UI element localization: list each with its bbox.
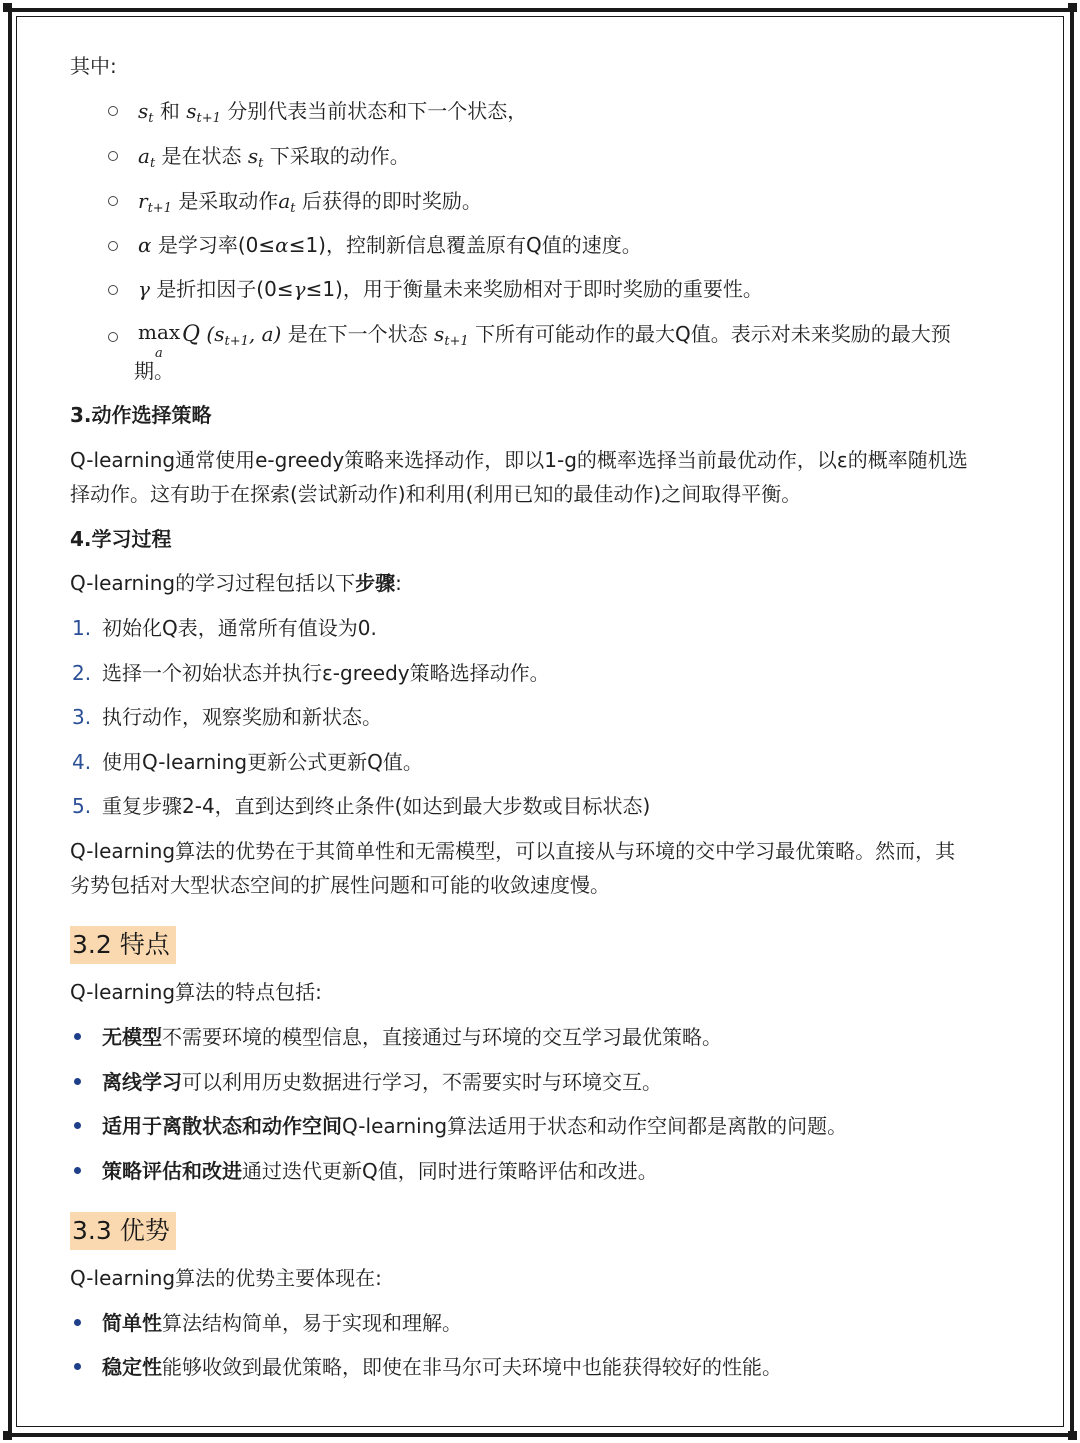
var-def-state: $s_t$ 和 $s_{t+1}$ 分别代表当前状态和下一个状态， [138,99,528,126]
max-operator: max a [138,320,181,361]
feature-item: 离线学习可以利用历史数据进行学习，不需要实时与环境交互。 [102,1070,662,1094]
advantage-item: 简单性算法结构简单，易于实现和理解。 [102,1311,462,1335]
step-text: 执行动作，观察奖励和新状态。 [102,705,382,729]
bullet-dot-icon [74,1167,81,1174]
bullet-dot-icon [74,1078,81,1085]
step-text: 使用Q-learning更新公式更新Q值。 [102,750,423,774]
feature-item: 无模型不需要环境的模型信息，直接通过与环境的交互学习最优策略。 [102,1025,722,1049]
section-3-heading: 3.动作选择策略 [70,403,212,427]
var-def-reward: $r_{t+1}$ 是采取动作$a_t$ 后获得的即时奖励。 [138,189,482,216]
feature-item: 策略评估和改进通过迭代更新Q值，同时进行策略评估和改进。 [102,1159,658,1183]
circle-bullet-icon [108,332,118,342]
bullet-dot-icon [74,1319,81,1326]
step-number: 5. [72,794,92,818]
circle-bullet-icon [108,196,118,206]
step-number: 1. [72,616,92,640]
step-text: 初始化Q表，通常所有值设为0. [102,616,377,640]
step-text: 选择一个初始状态并执行ε-greedy策略选择动作。 [102,661,550,685]
var-def-maxq-cont: 期。 [134,359,174,383]
bullet-dot-icon [74,1033,81,1040]
section-4-summary-line2: 劣势包括对大型状态空间的扩展性问题和可能的收敛速度慢。 [70,873,610,897]
bullet-dot-icon [74,1363,81,1370]
section-4-heading: 4.学习过程 [70,527,172,551]
circle-bullet-icon [108,151,118,161]
circle-bullet-icon [108,241,118,251]
section-3-2-heading: 3.2 特点 [70,926,176,964]
section-3-3-intro: Q-learning算法的优势主要体现在: [70,1266,382,1290]
advantage-item: 稳定性能够收敛到最优策略，即使在非马尔可夫环境中也能获得较好的性能。 [102,1355,782,1379]
var-def-maxq: max a Q ($s_{t+1}$, a) 是在下一个状态 $s_{t+1}$ 下所有可能动作的最大Q值。表示对未来奖励的最大预 [138,320,951,361]
section-3-para-line1: Q-learning通常使用e-greedy策略来选择动作，即以1-g的概率选择当前最优动作，以ε的概率随机选 [70,448,968,472]
feature-item: 适用于离散状态和动作空间Q-learning算法适用于状态和动作空间都是离散的问题。 [102,1114,848,1138]
section-3-para-line2: 择动作。这有助于在探索(尝试新动作)和利用(利用已知的最佳动作)之间取得平衡。 [70,482,802,506]
var-def-alpha: α 是学习率(0≤α≤1)，控制新信息覆盖原有Q值的速度。 [138,233,642,257]
step-number: 3. [72,705,92,729]
section-3-2-intro: Q-learning算法的特点包括: [70,980,322,1004]
step-text: 重复步骤2-4，直到达到终止条件(如达到最大步数或目标状态) [102,794,651,818]
circle-bullet-icon [108,106,118,116]
section-4-intro: Q-learning的学习过程包括以下步骤: [70,571,402,595]
circle-bullet-icon [108,285,118,295]
section-4-summary-line1: Q-learning算法的优势在于其简单性和无需模型，可以直接从与环境的交中学习最优策略。然而，其 [70,839,956,863]
intro-label: 其中: [70,54,117,78]
step-number: 4. [72,750,92,774]
section-3-3-heading: 3.3 优势 [70,1212,176,1250]
var-def-action: $a_t$ 是在状态 $s_t$ 下采取的动作。 [138,144,410,171]
bullet-dot-icon [74,1122,81,1129]
var-def-gamma: γ 是折扣因子(0≤γ≤1)，用于衡量未来奖励相对于即时奖励的重要性。 [138,277,763,301]
step-number: 2. [72,661,92,685]
